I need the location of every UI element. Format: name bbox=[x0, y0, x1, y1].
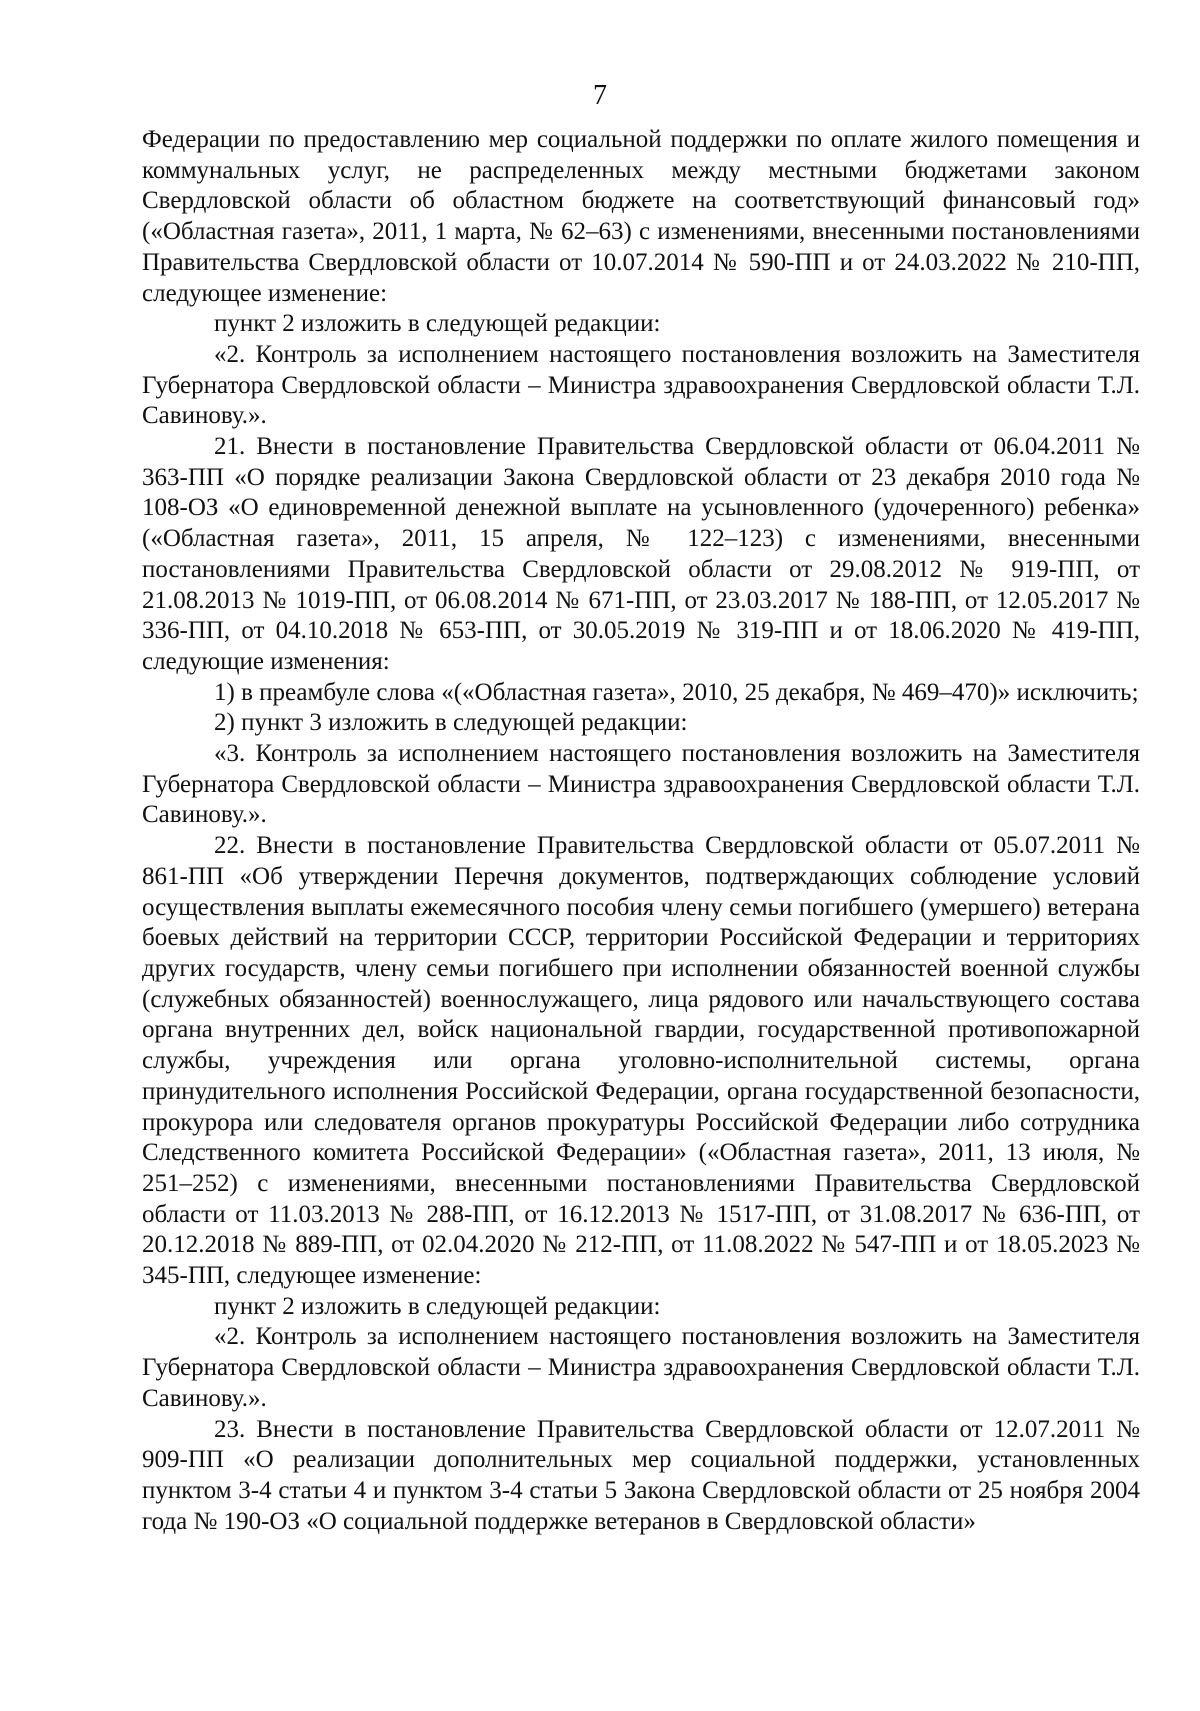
paragraph-quote: «2. Контроль за исполнением настоящего постановления возложить на Заместителя Губернатора Свердловской области – Министра здравоохранения Свердловской области Т.Л. Савинову.». bbox=[142, 340, 1140, 430]
page-number: 7 bbox=[593, 80, 607, 111]
paragraph-quote: «3. Контроль за исполнением настоящего постановления возложить на Заместителя Губернатора Свердловской области – Министра здравоохранения Свердловской области Т.Л. Савинову.». bbox=[142, 740, 1140, 829]
paragraph-item-21: 21. Внести в постановление Правительства Свердловской области от 06.04.2011 № 363-ПП «О порядке реализации Закона Свердловской области от 23 декабря 2010 года № 108-ОЗ «О единовременной денежной выплате на усыновленного (удочеренного) ребенка» («Областная газета», 2011, 15 апреля, № 122–123) с изменениями, внесенными постановлениями Правительства Свердловской области от 29.08.2012 № 919-ПП, от 21.08.2013 № 1019-ПП, от 06.08.2014 № 671-ПП, от 23.03.2017 № 188-ПП, от 12.05.2017 № 336-ПП, от 04.10.2018 № 653-ПП, от 30.05.2019 № 319-ПП и от 18.06.2020 № 419-ПП, следующие изменения: bbox=[142, 433, 1140, 675]
paragraph-quote: «2. Контроль за исполнением настоящего постановления возложить на Заместителя Губернатора Свердловской области – Министра здравоохранения Свердловской области Т.Л. Савинову.». bbox=[142, 1323, 1140, 1412]
paragraph-continuation: Федерации по предоставлению мер социальной поддержки по оплате жилого помещения и коммунальных услуг, не распределенных между местными бюджетами законом Свердловской области об областном бюджете на соответствующий финансовый год» («Областная газета», 2011, 1 марта, № 62–63) с изменениями, внесенными постановлениями Правительства Свердловской области от 10.07.2014 № 590-ПП и от 24.03.2022 № 210-ПП, следующее изменение: bbox=[142, 126, 1140, 307]
paragraph-item-22: 22. Внести в постановление Правительства Свердловской области от 05.07.2011 № 861-ПП «Об утверждении Перечня документов, подтверждающих соблюдение условий осуществления выплаты ежемесячного пособия члену семьи погибшего (умершего) ветерана боевых действий на территории СССР, территории Российской Федерации и территориях других государств, члену семьи погибшего при исполнении обязанностей военной службы (служебных обязанностей) военнослужащего, лица рядового или начальствующего состава органа внутренних дел, войск национальной гвардии, государственной противопожарной службы, учреждения или органа уголовно-исполнительной системы, органа принудительного исполнения Российской Федерации, органа государственной безопасности, прокурора или следователя органов прокуратуры Российской Федерации либо сотрудника Следственного комитета Российской Федерации» («Областная газета», 2011, 13 июля, № 251–252) с изменениями, внесенными постановлениями Правительства Свердловской области от 11.03.2013 № 288-ПП, от 16.12.2013 № 1517-ПП, от 31.08.2017 № 636-ПП, от 20.12.2018 № 889-ПП, от 02.04.2020 № 212-ПП, от 11.08.2022 № 547-ПП и от 18.05.2023 № 345-ПП, следующее изменение: bbox=[142, 832, 1140, 1290]
paragraph-item-23: 23. Внести в постановление Правительства Свердловской области от 12.07.2011 № 909-ПП «О реализации дополнительных мер социальной поддержки, установленных пунктом 3-4 статьи 4 и пунктом 3-4 статьи 5 Закона Свердловской области от 25 ноября 2004 года № 190-ОЗ «О социальной поддержке ветеранов в Свердловской области» bbox=[142, 1415, 1140, 1535]
paragraph: пункт 2 изложить в следующей редакции: bbox=[214, 310, 661, 338]
paragraph-subitem-2: 2) пункт 3 изложить в следующей редакции: bbox=[214, 709, 688, 737]
document-body bbox=[142, 125, 1140, 1537]
paragraph-subitem-1: 1) в преамбуле слова «(«Областная газета», 2010, 25 декабря, № 469–470)» исключить; bbox=[214, 678, 1139, 706]
paragraph: пункт 2 изложить в следующей редакции: bbox=[214, 1292, 661, 1320]
